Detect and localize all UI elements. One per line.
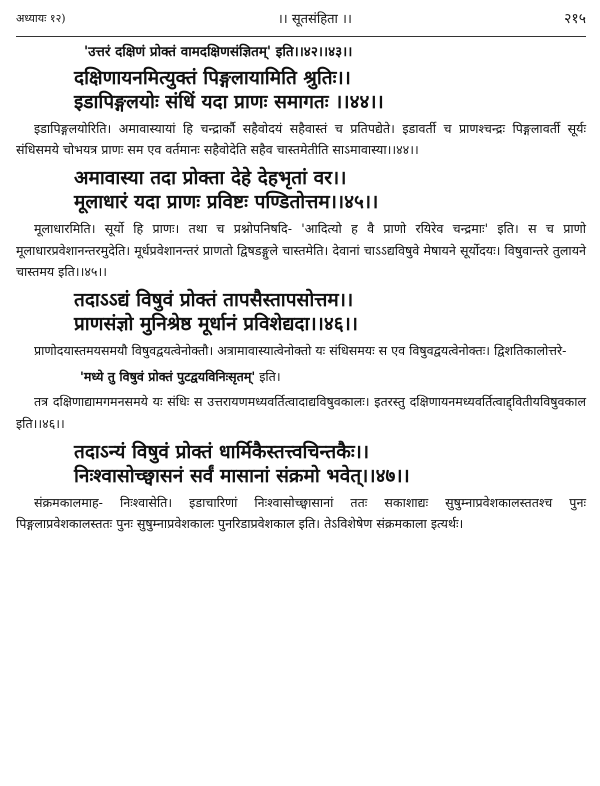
- chapter-label: अध्यायः १२): [16, 11, 66, 25]
- verse-44: [16, 67, 586, 114]
- book-title: ।। सूतसंहिता ।।: [277, 12, 352, 27]
- verse-line: मूलाधारं यदा प्राणः प्रविष्टः पण्डितोत्तम।।४५।।: [74, 191, 379, 214]
- verse-line: तदाऽऽद्यं विषुवं प्रोक्तं तापसैस्तापसोत्तम।।: [74, 288, 354, 311]
- commentary-44: इडापिङ्गलयोरिति। अमावास्यायां हि चन्द्रार्कौ सहैवोदयं सहैवास्तं च प्रतिपद्येते। इडावर्ती च प्राणश्चन्द्रः पिङ्गलावर्ती सूर्यः संधिसमये चोभयत्र प्राणः सम एव वर्तमानः सहैवोदेति सहैव चास्तमेतीति साऽमावास्या।।४४।।: [16, 120, 586, 158]
- verse-line: तदाऽन्यं विषुवं प्रोक्तं धार्मिकैस्तत्त्वचिन्तकैः।।: [74, 440, 370, 463]
- verse-46: [16, 289, 586, 336]
- quote-suffix: इति।: [255, 369, 281, 385]
- page-number: २१५: [564, 10, 586, 27]
- commentary-45: मूलाधारमिति। सूर्यो हि प्राणः। तथा च प्रश्नोपनिषदि- 'आदित्यो ह वै प्राणो रयिरेव चन्द्रमाः' इति। स च प्राणो मूलाधारप्रवेशानन्तरमुदेति। मूर्धप्रवेशानन्तरं प्राणतो द्विषडङ्गुले चास्तमेति। देवानां चाऽऽद्यविषुवे मेषायने सूर्योदयः। विषुवान्तरे तुलायने चास्तमय इति।।४५।।: [16, 220, 586, 280]
- opening-quote: 'उत्तरं दक्षिणं प्रोक्तं वामदक्षिणसंज्ञितम्' इति।।४२।।४३।।: [84, 44, 353, 60]
- quote-text: 'मध्ये तु विषुवं प्रोक्तं पुटद्वयविनिःसृतम्': [80, 369, 256, 385]
- quoted-verse-46: [16, 367, 586, 387]
- verse-line: इडापिङ्गलयोः संधिं यदा प्राणः समागतः ।।४४।।: [74, 91, 384, 114]
- verse-47: [16, 441, 586, 488]
- running-header: [16, 0, 586, 37]
- commentary-47: संक्रमकालमाह- निःश्वासेति। इडाचारिणां निःश्वासोच्छ्वासानां ततः सकाशाद्यः सुषुम्नाप्रवेशकालस्ततश्च पुनः पिङ्गलाप्रवेशकालस्ततः पुनः सुषुम्नाप्रवेशकालः पुनरिडाप्रवेशकाल इति। तेऽविशेषेण संक्रमकाला इत्यर्थः।: [16, 494, 586, 532]
- verse-45: [16, 167, 586, 214]
- verse-line: अमावास्या तदा प्रोक्ता देहे देहभृतां वर।।: [74, 167, 347, 190]
- commentary-46a: प्राणोदयास्तमयसमयौ विषुवद्वयत्वेनोक्तौ। अत्रामावास्यात्वेनोक्तो यः संधिसमयः स एव विषुवद्वयत्वेनोक्तः। द्विशतिकालोत्तरे-: [34, 342, 567, 358]
- verse-line: प्राणसंज्ञो मुनिश्रेष्ठ मूर्धानं प्रविशेद्यदा।।४६।।: [74, 313, 359, 336]
- verse-line: दक्षिणायनमित्युक्तं पिङ्गलायामिति श्रुतिः।।: [74, 66, 351, 89]
- verse-line: निःश्वासोच्छ्वासनं सर्वं मासानां संक्रमो भवेत्।।४७।।: [74, 465, 410, 488]
- commentary-46b: तत्र दक्षिणाद्यामगमनसमये यः संधिः स उत्तरायणमध्यवर्तित्वादाद्यविषुवकालः। इतरस्तु दक्षिणायनमध्यवर्तित्वाद्द्वितीयविषुवकाल इति।।४६।।: [16, 394, 586, 432]
